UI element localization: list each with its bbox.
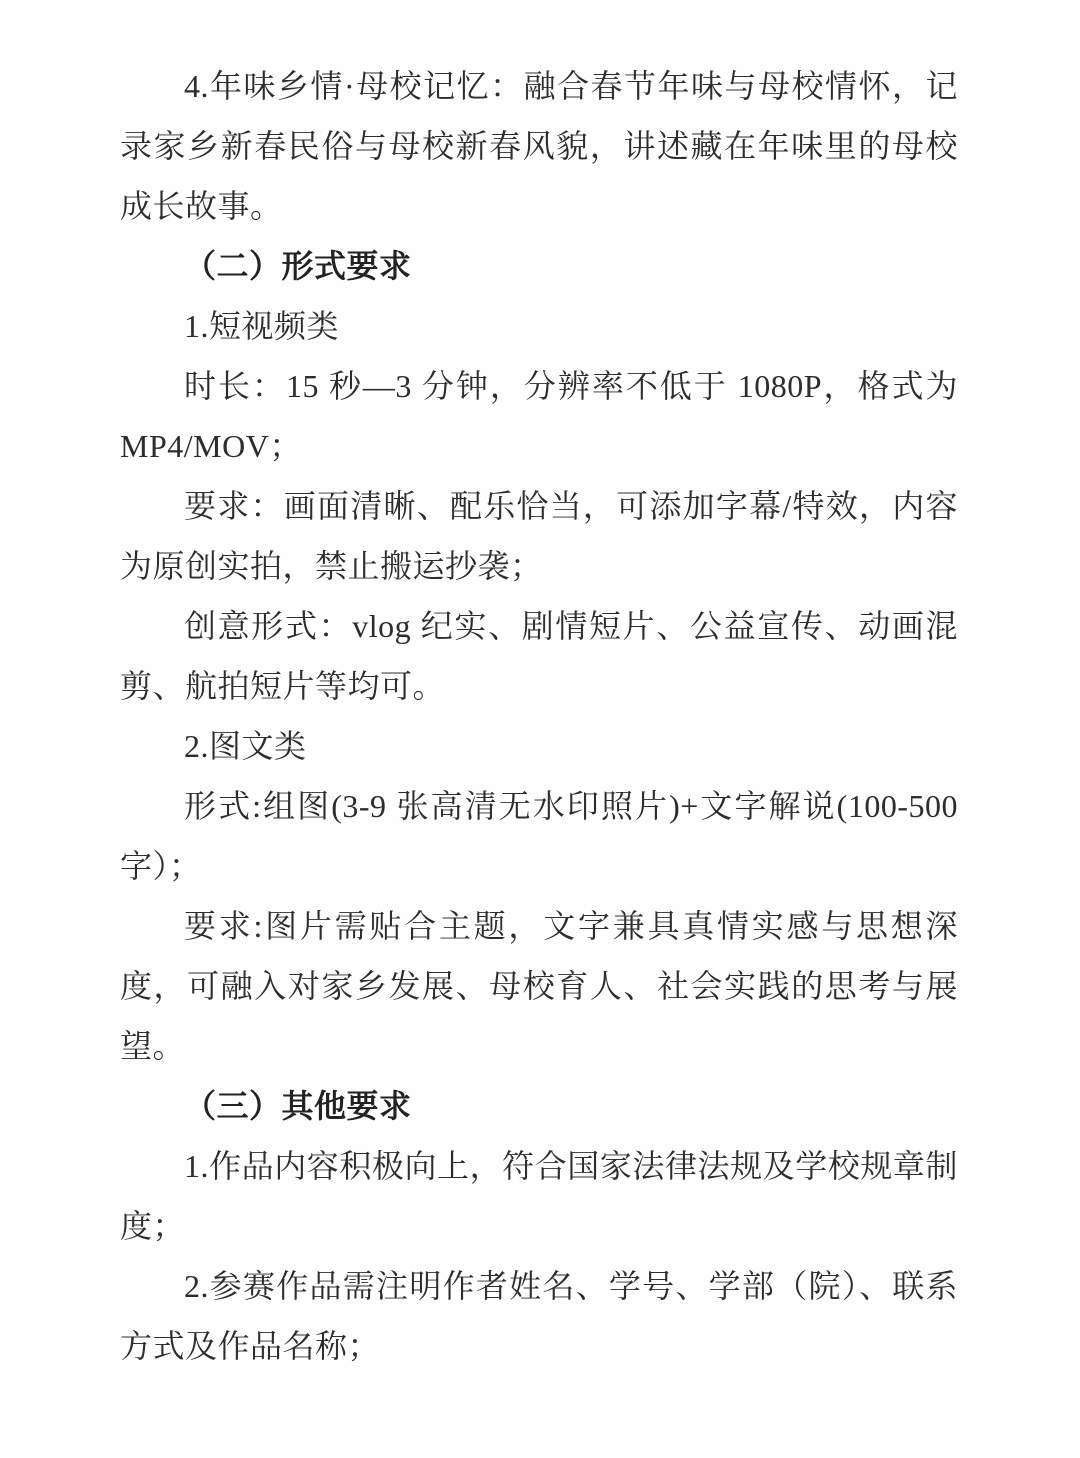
- paragraph-photo-text-format: 形式:组图(3-9 张高清无水印照片)+文字解说(100-500字）；: [120, 788, 958, 884]
- paragraph-video-requirements: 要求：画面清晰、配乐恰当，可添加字幕/特效，内容为原创实拍，禁止搬运抄袭；: [120, 488, 958, 584]
- paragraph-short-video-category: 1.短视频类: [184, 308, 340, 344]
- paragraph-content-compliance: 1.作品内容积极向上，符合国家法律法规及学校规章制度；: [120, 1148, 958, 1244]
- section-heading-other-requirements: （三）其他要求: [184, 1088, 412, 1124]
- paragraph-video-duration: 时长：15 秒—3 分钟，分辨率不低于 1080P，格式为 MP4/MOV；: [120, 368, 958, 464]
- section-heading-format-requirements: （二）形式要求: [184, 248, 412, 284]
- paragraph-theme-4: 4.年味乡情·母校记忆：融合春节年味与母校情怀，记录家乡新春民俗与母校新春风貌，讲述藏在年味里的母校成长故事。: [120, 68, 958, 224]
- paragraph-photo-text-requirements: 要求:图片需贴合主题，文字兼具真情实感与思想深度，可融入对家乡发展、母校育人、社会实践的思考与展望。: [120, 908, 958, 1064]
- paragraph-creative-forms: 创意形式：vlog 纪实、剧情短片、公益宣传、动画混剪、航拍短片等均可。: [120, 608, 958, 704]
- paragraph-entry-information: 2.参赛作品需注明作者姓名、学号、学部（院）、联系方式及作品名称；: [120, 1268, 958, 1364]
- paragraph-photo-text-category: 2.图文类: [184, 728, 307, 764]
